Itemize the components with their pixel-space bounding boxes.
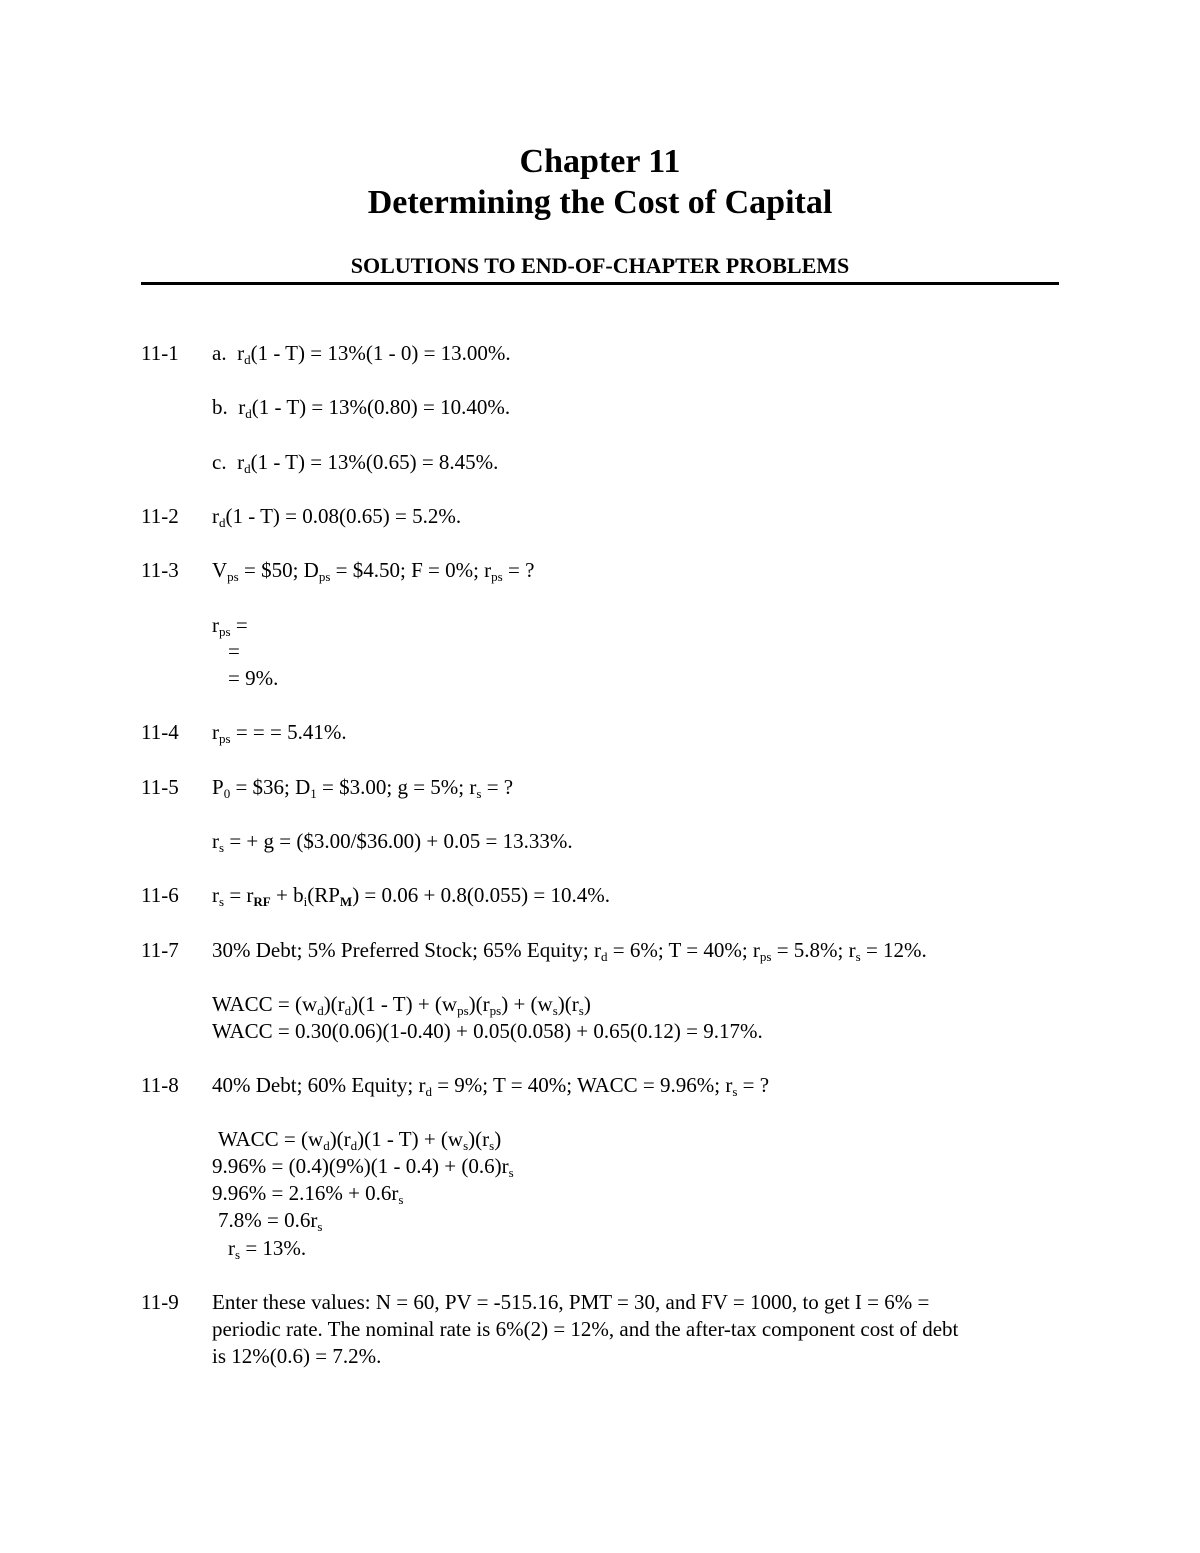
problem-11-8-result: $r_s = 13\%$. xyxy=(228,1236,307,1262)
problem-11-8-line1: 40% Debt; 60% Equity; $r_d = 9\%$; T = 40%; WACC = 9.96%; $r_s$ = ? xyxy=(212,1073,770,1099)
problem-11-9-line1: Enter these values: N = 60, PV = -515.16, PMT = 30, and FV = 1000, to get I = 6% = xyxy=(212,1290,930,1314)
problem-number-11-4: 11-4 xyxy=(141,720,179,744)
chapter-title: Determining the Cost of Capital xyxy=(367,184,833,221)
problem-number-11-9: 11-9 xyxy=(141,1290,179,1314)
problem-number-11-2: 11-2 xyxy=(141,504,179,528)
problem-11-9-line2: periodic rate. The nominal rate is 6%(2) = 12%, and the after-tax component cost of debt xyxy=(212,1317,959,1341)
problem-11-3-line3: = xyxy=(228,639,240,663)
problem-number-11-7: 11-7 xyxy=(141,938,179,962)
problem-11-1-a: a. $r_d(1 - T) = 13\%(1 - 0) = 13.00\%$. xyxy=(212,341,511,367)
problem-11-4: $r_{ps}$ = = = 5.41%. xyxy=(212,720,347,746)
problem-11-9-line3: is 12%(0.6) = 7.2%. xyxy=(212,1344,382,1368)
problem-11-3-line2: $r_{ps}$ = xyxy=(212,613,248,639)
problem-11-5-line2: $r_s$ = + g = ($3.00/$36.00) + 0.05 = 13.33%. xyxy=(212,829,573,855)
problem-11-7-wacc-formula: WACC = $(w_d)(r_d)(1 - T) + (w_{ps})(r_{ps}) + (w_s)(r_s)$ xyxy=(212,992,591,1018)
problem-11-3-line1: $V_{ps}$ = $50; $D_{ps}$ = $4.50; F = 0%; $r_{ps}$ = ? xyxy=(212,558,535,584)
problem-11-3-line4: = 9%. xyxy=(228,666,279,690)
problem-11-5-line1: $P_0$ = $36; $D_1$ = $3.00; g = 5%; $r_s$ = ? xyxy=(212,775,514,801)
problem-11-2: $r_d(1 - T) = 0.08(0.65) = 5.2\%$. xyxy=(212,504,462,530)
section-heading: SOLUTIONS TO END-OF-CHAPTER PROBLEMS xyxy=(350,253,850,278)
problem-11-8-step3: $7.8\% = 0.6r_s$ xyxy=(218,1208,323,1234)
problem-number-11-3: 11-3 xyxy=(141,558,179,582)
chapter-number: Chapter 11 xyxy=(519,143,681,180)
heading-rule xyxy=(141,282,1059,285)
problem-11-7-line1: 30% Debt; 5% Preferred Stock; 65% Equity; $r_d = 6\%$; T = 40%; $r_{ps} = 5.8\%$; $r_s = 12\%$. xyxy=(212,938,927,964)
problem-number-11-5: 11-5 xyxy=(141,775,179,799)
problem-number-11-6: 11-6 xyxy=(141,883,179,907)
problem-11-6: $r_s = r_{RF} + b_i(RP_M) = 0.06 + 0.8(0.055) = 10.4\%$. xyxy=(212,883,610,909)
problem-11-1-c: c. $r_d(1 - T) = 13\%(0.65) = 8.45\%$. xyxy=(212,450,499,476)
problem-number-11-8: 11-8 xyxy=(141,1073,179,1097)
problem-11-7-wacc-calc: WACC = 0.30(0.06)(1-0.40) + 0.05(0.058) + 0.65(0.12) = 9.17%. xyxy=(212,1019,763,1043)
problem-11-8-wacc-formula: WACC = $(w_d)(r_d)(1 - T) + (w_s)(r_s)$ xyxy=(218,1127,502,1153)
problem-11-8-step2: $9.96\% = 2.16\% + 0.6r_s$ xyxy=(212,1181,404,1207)
problem-11-8-step1: $9.96\% = (0.4)(9\%)(1 - 0.4) + (0.6)r_s$ xyxy=(212,1154,514,1180)
problem-number-11-1: 11-1 xyxy=(141,341,179,365)
problem-11-1-b: b. $r_d(1 - T) = 13\%(0.80) = 10.40\%$. xyxy=(212,395,511,421)
